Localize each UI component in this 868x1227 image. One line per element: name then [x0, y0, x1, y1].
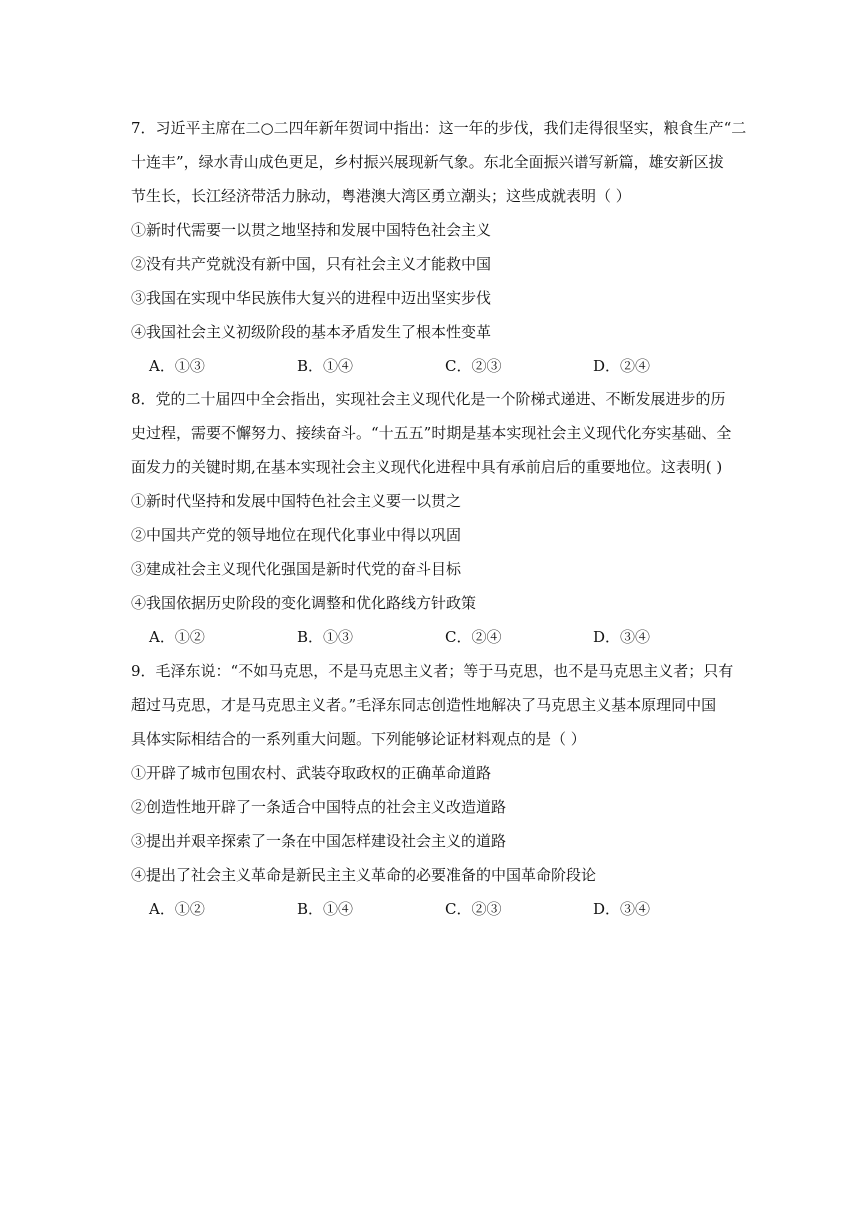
- choice-b[interactable]: B．①③: [297, 628, 354, 646]
- statement-3: ③建成社会主义现代化强国是新时代党的奋斗目标: [131, 560, 462, 578]
- stem-line: 8．党的二十届四中全会指出，实现社会主义现代化是一个阶梯式递进、不断发展进步的历: [131, 390, 726, 408]
- choice-a[interactable]: A．①②: [149, 900, 205, 918]
- statement-3: ③我国在实现中华民族伟大复兴的进程中迈出坚实步伐: [131, 289, 492, 307]
- statement-1: ①开辟了城市包围农村、武装夺取政权的正确革命道路: [131, 764, 492, 782]
- choice-b[interactable]: B．①④: [297, 357, 354, 375]
- choice-a[interactable]: A．①②: [149, 628, 205, 646]
- statement-4: ④提出了社会主义革命是新民主主义革命的必要准备的中国革命阶段论: [131, 866, 597, 884]
- stem-line: 节生长，长江经济带活力脉动，粤港澳大湾区勇立潮头；这些成就表明（ ）: [131, 187, 631, 205]
- stem-line: 面发力的关键时期,在基本实现社会主义现代化进程中具有承前启后的重要地位。这表明( ): [131, 458, 723, 476]
- statement-4: ④我国社会主义初级阶段的基本矛盾发生了根本性变革: [131, 323, 492, 341]
- choice-d[interactable]: D．②④: [593, 357, 651, 375]
- question-stem: [131, 111, 747, 213]
- answer-choices: [131, 892, 741, 926]
- choice-c[interactable]: C．②③: [445, 900, 502, 918]
- question-9: [131, 654, 741, 926]
- question-stem: [131, 382, 741, 484]
- question-8: [131, 382, 741, 654]
- stem-line: 7．习近平主席在二○二四年新年贺词中指出：这一年的步伐，我们走得很坚实，粮食生产“二: [131, 119, 747, 137]
- choice-d[interactable]: D．③④: [593, 900, 651, 918]
- choice-c[interactable]: C．②④: [445, 628, 502, 646]
- question-7: [131, 111, 747, 383]
- choice-d[interactable]: D．③④: [593, 628, 651, 646]
- choice-c[interactable]: C．②③: [445, 357, 502, 375]
- choice-b[interactable]: B．①④: [297, 900, 354, 918]
- statement-1: ①新时代需要一以贯之地坚持和发展中国特色社会主义: [131, 221, 492, 239]
- statement-2: ②创造性地开辟了一条适合中国特点的社会主义改造道路: [131, 798, 507, 816]
- stem-line: 具体实际相结合的一系列重大问题。下列能够论证材料观点的是（ ）: [131, 730, 586, 748]
- stem-line: 超过马克思，才是马克思主义者。”毛泽东同志创造性地解决了马克思主义基本原理同中国: [131, 696, 717, 714]
- answer-choices: [131, 349, 741, 383]
- answer-choices: [131, 620, 741, 654]
- statement-2: ②中国共产党的领导地位在现代化事业中得以巩固: [131, 526, 462, 544]
- stem-line: 史过程，需要不懈努力、接续奋斗。“十五五”时期是基本实现社会主义现代化夯实基础、全: [131, 424, 732, 442]
- statement-3: ③提出并艰辛探索了一条在中国怎样建设社会主义的道路: [131, 832, 507, 850]
- stem-line: 9．毛泽东说：“不如马克思，不是马克思主义者；等于马克思，也不是马克思主义者；只有: [131, 662, 734, 680]
- statement-2: ②没有共产党就没有新中国，只有社会主义才能救中国: [131, 255, 492, 273]
- statement-1: ①新时代坚持和发展中国特色社会主义要一以贯之: [131, 492, 462, 510]
- choice-a[interactable]: A．①③: [149, 357, 205, 375]
- question-stem: [131, 654, 741, 756]
- statement-4: ④我国依据历史阶段的变化调整和优化路线方针政策: [131, 594, 477, 612]
- stem-line: 十连丰”，绿水青山成色更足，乡村振兴展现新气象。东北全面振兴谱写新篇，雄安新区拔: [131, 153, 724, 171]
